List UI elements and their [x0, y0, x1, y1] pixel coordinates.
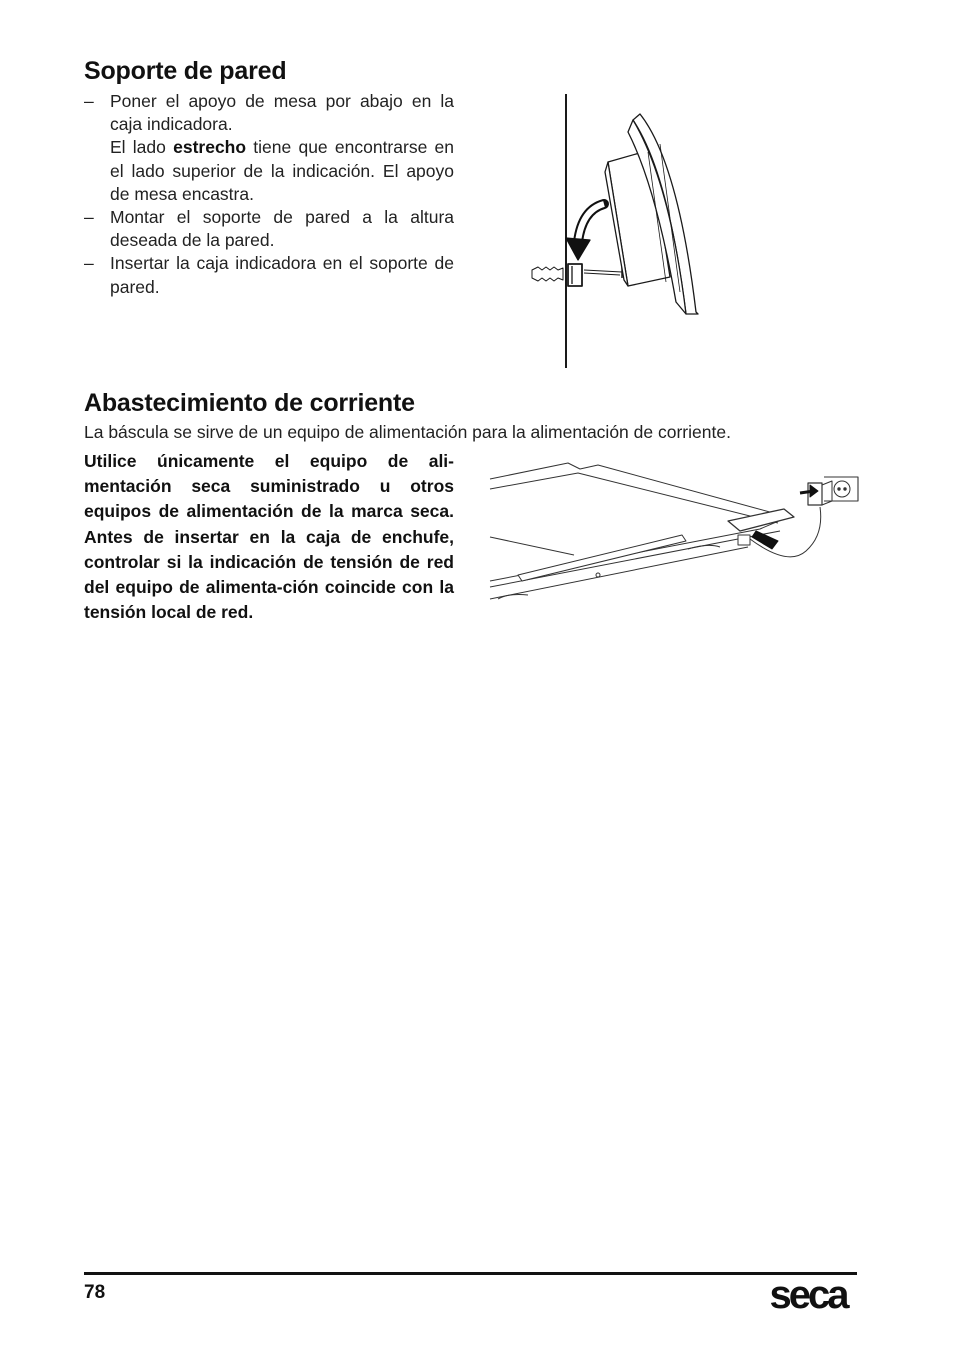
step-text: Insertar la caja indicadora en el soporte de pared.	[110, 253, 454, 297]
step-note-pre: El lado	[110, 137, 174, 158]
svg-text:seca: seca	[769, 1273, 847, 1317]
step-item	[84, 90, 454, 206]
page-number: 78	[84, 1282, 106, 1303]
step-text: Poner el apoyo de mesa por abajo en la caja indicadora.	[110, 91, 454, 135]
step-text: Montar el soporte de pared a la altura deseada de la pared.	[110, 207, 454, 251]
step-item	[84, 252, 454, 298]
step-note	[110, 136, 454, 206]
footer-rule	[84, 1272, 857, 1275]
power-supply-illustration	[488, 457, 864, 617]
step-item	[84, 206, 454, 252]
seca-logo	[758, 1268, 858, 1318]
step-note-post: tiene que encontrarse en el lado superior de la indicación. El apoyo de mesa encastra.	[110, 137, 454, 204]
wall-mount-illustration	[528, 92, 718, 372]
section-heading-wall-mount: Soporte de pared	[84, 57, 287, 85]
power-intro: La báscula se sirve de un equipo de alimentación para la alimentación de corriente.	[84, 422, 731, 442]
power-warning: Utilice únicamente el equipo de ali-mentación seca suministrado u otros equipos de alimentación de la marca seca. Antes de insertar en la caja de enchufe, controlar si la indicación de tensión de red del equipo de alimenta-ción coincide con la tensión local de red.	[84, 451, 454, 623]
section-heading-power-supply: Abastecimiento de corriente	[84, 389, 415, 417]
step-note-bold: estrecho	[173, 137, 247, 158]
wall-mount-steps	[84, 90, 454, 299]
